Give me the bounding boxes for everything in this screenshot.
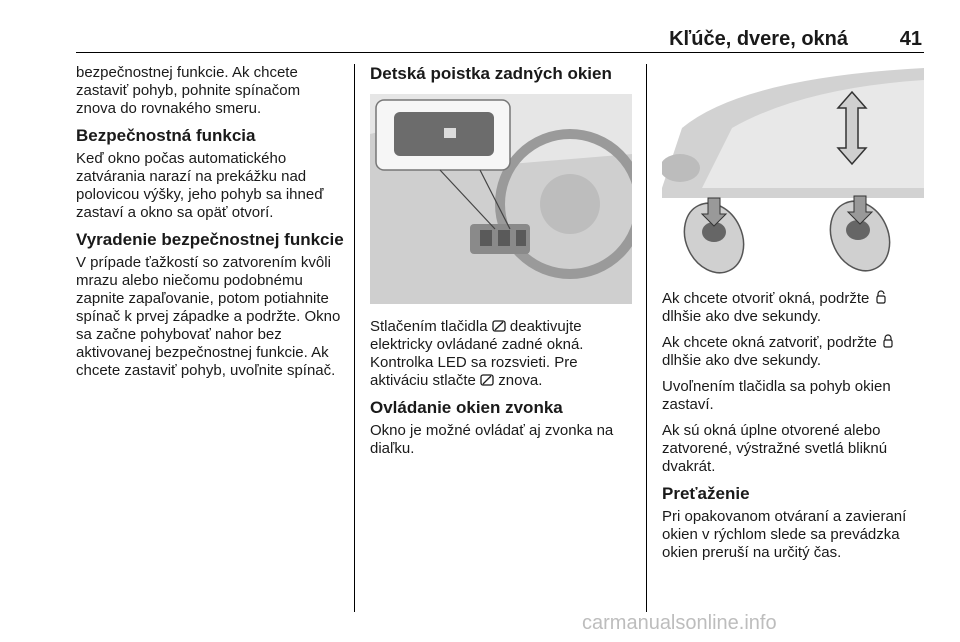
paragraph: Pri opakovanom otváraní a zavieraní okien v rýchlom slede sa prevádzka okien preruší na určitý čas. bbox=[662, 508, 907, 561]
paragraph: Stlačením tlačidla deaktivujte elektricky ovládané zadné okná. Kontrolka LED sa rozsvieti. Pre aktiváciu stlačte znova. bbox=[370, 318, 584, 389]
section-heading: Vyradenie bezpečnostnej funkcie bbox=[76, 230, 344, 249]
paragraph: V prípade ťažkostí so zatvorením kvôli mrazu alebo niečomu podobnému zapnite zapaľovanie, potom potiahnite spínač k prvej západke a podržte. Okno sa začne pohybovať nahor bez aktivovanej bezpečnostnej funkcie. Ak chcete zastaviť pohyb, uvoľnite spínač. bbox=[76, 254, 341, 379]
column-3 bbox=[662, 64, 930, 570]
lock-icon bbox=[881, 334, 895, 348]
paragraph: Uvoľnením tlačidla sa pohyb okien zastaví. bbox=[662, 378, 891, 413]
section-heading: Bezpečnostná funkcia bbox=[76, 126, 256, 145]
paragraph: Okno je možné ovládať aj zvonka na diaľku. bbox=[370, 422, 614, 457]
section-heading: Detská poistka zadných okien bbox=[370, 64, 612, 83]
child-lock-icon bbox=[480, 374, 494, 386]
paragraph: Ak chcete okná zatvoriť, podržte dlhšie ako dve sekundy. bbox=[662, 334, 930, 370]
page-number: 41 bbox=[899, 28, 922, 50]
section-heading: Preťaženie bbox=[662, 484, 750, 503]
column-divider bbox=[646, 64, 647, 612]
header-rule bbox=[76, 52, 924, 53]
column-2 bbox=[370, 64, 638, 466]
page-header bbox=[76, 24, 924, 50]
remote-window-illustration bbox=[662, 68, 924, 278]
section-heading: Ovládanie okien zvonka bbox=[370, 398, 563, 417]
paragraph: Ak chcete otvoriť okná, podržte dlhšie ako dve sekundy. bbox=[662, 290, 930, 326]
paragraph: Keď okno počas automatického zatvárania narazí na prekážku nad polovicou výšky, jeho pohyb sa ihneď zastaví a okno sa opäť otvorí. bbox=[76, 150, 324, 221]
column-divider bbox=[354, 64, 355, 612]
column-1 bbox=[76, 64, 344, 388]
header-title: Kľúče, dvere, okná bbox=[669, 28, 848, 50]
unlock-icon bbox=[874, 290, 888, 304]
child-lock-icon bbox=[492, 320, 506, 332]
paragraph: Ak sú okná úplne otvorené alebo zatvorené, výstražné svetlá bliknú dvakrát. bbox=[662, 422, 888, 475]
door-panel-illustration bbox=[370, 94, 632, 304]
paragraph: bezpečnostnej funkcie. Ak chcete zastaviť pohyb, pohnite spínačom znova do rovnakého smeru. bbox=[76, 64, 301, 117]
watermark: carmanualsonline.info bbox=[582, 612, 777, 634]
